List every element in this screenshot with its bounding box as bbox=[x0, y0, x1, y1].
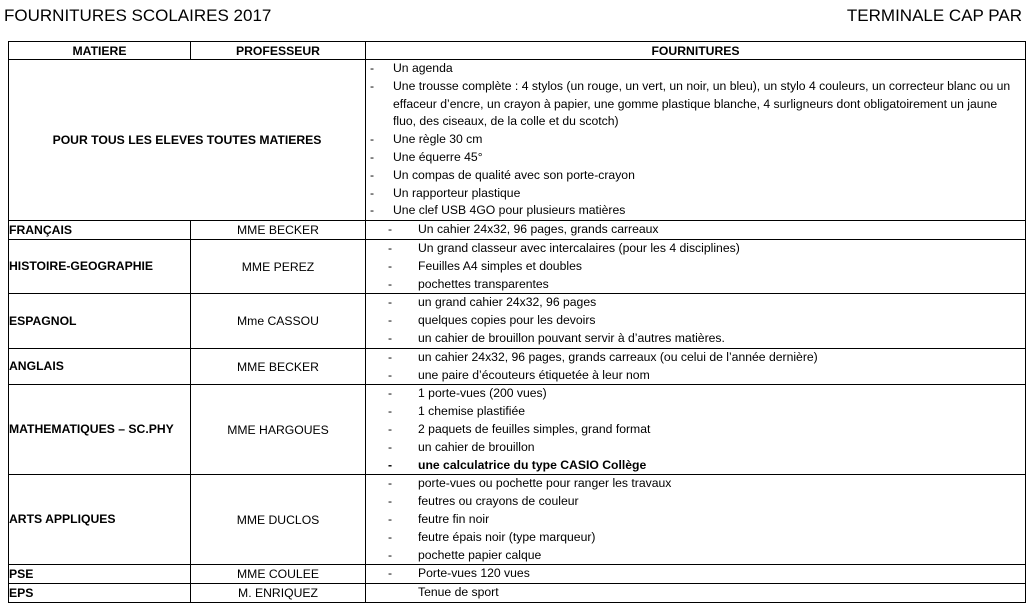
list-item: - Un rapporteur plastique bbox=[366, 185, 1025, 203]
teacher-cell: MME BECKER bbox=[191, 221, 366, 240]
subject-cell: ESPAGNOL bbox=[9, 294, 191, 348]
supplies-table bbox=[8, 41, 1026, 603]
table-header-row bbox=[9, 42, 1026, 60]
table-row bbox=[9, 565, 1026, 584]
subject-cell: PSE bbox=[9, 565, 191, 584]
list-item: - Feuilles A4 simples et doubles bbox=[366, 258, 1025, 276]
header-matiere: MATIERE bbox=[9, 42, 191, 60]
subject-cell: EPS bbox=[9, 584, 191, 603]
table-row bbox=[9, 385, 1026, 475]
list-item: - feutre épais noir (type marqueur) bbox=[366, 529, 1025, 547]
list-item: - feutre fin noir bbox=[366, 511, 1025, 529]
document-title: FOURNITURES SCOLAIRES 2017 bbox=[4, 6, 272, 25]
subject-cell: HISTOIRE-GEOGRAPHIE bbox=[9, 239, 191, 293]
subject-cell: ARTS APPLIQUES bbox=[9, 475, 191, 565]
teacher-cell: MME PEREZ bbox=[191, 239, 366, 293]
list-item: - Un compas de qualité avec son porte-crayon bbox=[366, 167, 1025, 185]
teacher-cell: MME BECKER bbox=[191, 348, 366, 385]
supplies-cell bbox=[366, 294, 1026, 348]
list-item: - Un agenda bbox=[366, 60, 1025, 78]
list-item: - un cahier de brouillon bbox=[366, 439, 1025, 457]
supplies-cell bbox=[366, 60, 1026, 221]
header-fournitures: FOURNITURES bbox=[366, 42, 1026, 60]
list-item: - feutres ou crayons de couleur bbox=[366, 493, 1025, 511]
teacher-cell: M. ENRIQUEZ bbox=[191, 584, 366, 603]
list-item: - un cahier 24x32, 96 pages, grands carreaux (ou celui de l’année dernière) bbox=[366, 349, 1025, 367]
subject-cell: POUR TOUS LES ELEVES TOUTES MATIERES bbox=[9, 60, 366, 221]
header-professeur: PROFESSEUR bbox=[191, 42, 366, 60]
teacher-cell: MME HARGOUES bbox=[191, 385, 366, 475]
list-item: Tenue de sport bbox=[418, 585, 499, 600]
table-row bbox=[9, 475, 1026, 565]
teacher-cell: MME COULEE bbox=[191, 565, 366, 584]
list-item: - 1 porte-vues (200 vues) bbox=[366, 385, 1025, 403]
subject-cell: MATHEMATIQUES – SC.PHY bbox=[9, 385, 191, 475]
list-item: - un cahier de brouillon pouvant servir à d’autres matières. bbox=[366, 330, 1025, 348]
supplies-cell bbox=[366, 565, 1026, 584]
list-item: - Une équerre 45° bbox=[366, 149, 1025, 167]
list-item: - Porte-vues 120 vues bbox=[366, 565, 1025, 583]
list-item: - 1 chemise plastifiée bbox=[366, 403, 1025, 421]
table-row bbox=[9, 239, 1026, 293]
table-row bbox=[9, 294, 1026, 348]
list-item: - quelques copies pour les devoirs bbox=[366, 312, 1025, 330]
supplies-cell bbox=[366, 584, 1026, 603]
table-row bbox=[9, 348, 1026, 385]
teacher-cell: MME DUCLOS bbox=[191, 475, 366, 565]
supplies-cell bbox=[366, 475, 1026, 565]
list-item: - Un cahier 24x32, 96 pages, grands carreaux bbox=[366, 221, 1025, 239]
list-item: - une paire d’écouteurs étiquetée à leur nom bbox=[366, 367, 1025, 385]
list-item: - une calculatrice du type CASIO Collège bbox=[366, 457, 1025, 475]
table-row bbox=[9, 221, 1026, 240]
list-item: - Une trousse complète : 4 stylos (un rouge, un vert, un noir, un bleu), un stylo 4 couleurs, un correcteur blanc ou un effaceur d’encre, un crayon à papier, une gomme plastique blanche, 4 surligneurs dont obligatoirement un jaune fluo, des ciseaux, de la colle et du scotch) bbox=[366, 78, 1025, 131]
list-item: - Une règle 30 cm bbox=[366, 131, 1025, 149]
list-item: - pochette papier calque bbox=[366, 547, 1025, 565]
supplies-cell bbox=[366, 221, 1026, 240]
list-item: - Un grand classeur avec intercalaires (pour les 4 disciplines) bbox=[366, 240, 1025, 258]
list-item: - pochettes transparentes bbox=[366, 276, 1025, 294]
list-item: - porte-vues ou pochette pour ranger les travaux bbox=[366, 475, 1025, 493]
list-item: - 2 paquets de feuilles simples, grand format bbox=[366, 421, 1025, 439]
supplies-cell bbox=[366, 239, 1026, 293]
class-name: TERMINALE CAP PAR bbox=[846, 6, 1022, 25]
supplies-cell bbox=[366, 348, 1026, 385]
table-row bbox=[9, 60, 1026, 221]
supplies-cell bbox=[366, 385, 1026, 475]
table-row bbox=[9, 584, 1026, 603]
list-item: - Une clef USB 4GO pour plusieurs matières bbox=[366, 202, 1025, 220]
subject-cell: ANGLAIS bbox=[9, 348, 191, 385]
list-item: - un grand cahier 24x32, 96 pages bbox=[366, 294, 1025, 312]
subject-cell: FRANÇAIS bbox=[9, 221, 191, 240]
teacher-cell: Mme CASSOU bbox=[191, 294, 366, 348]
